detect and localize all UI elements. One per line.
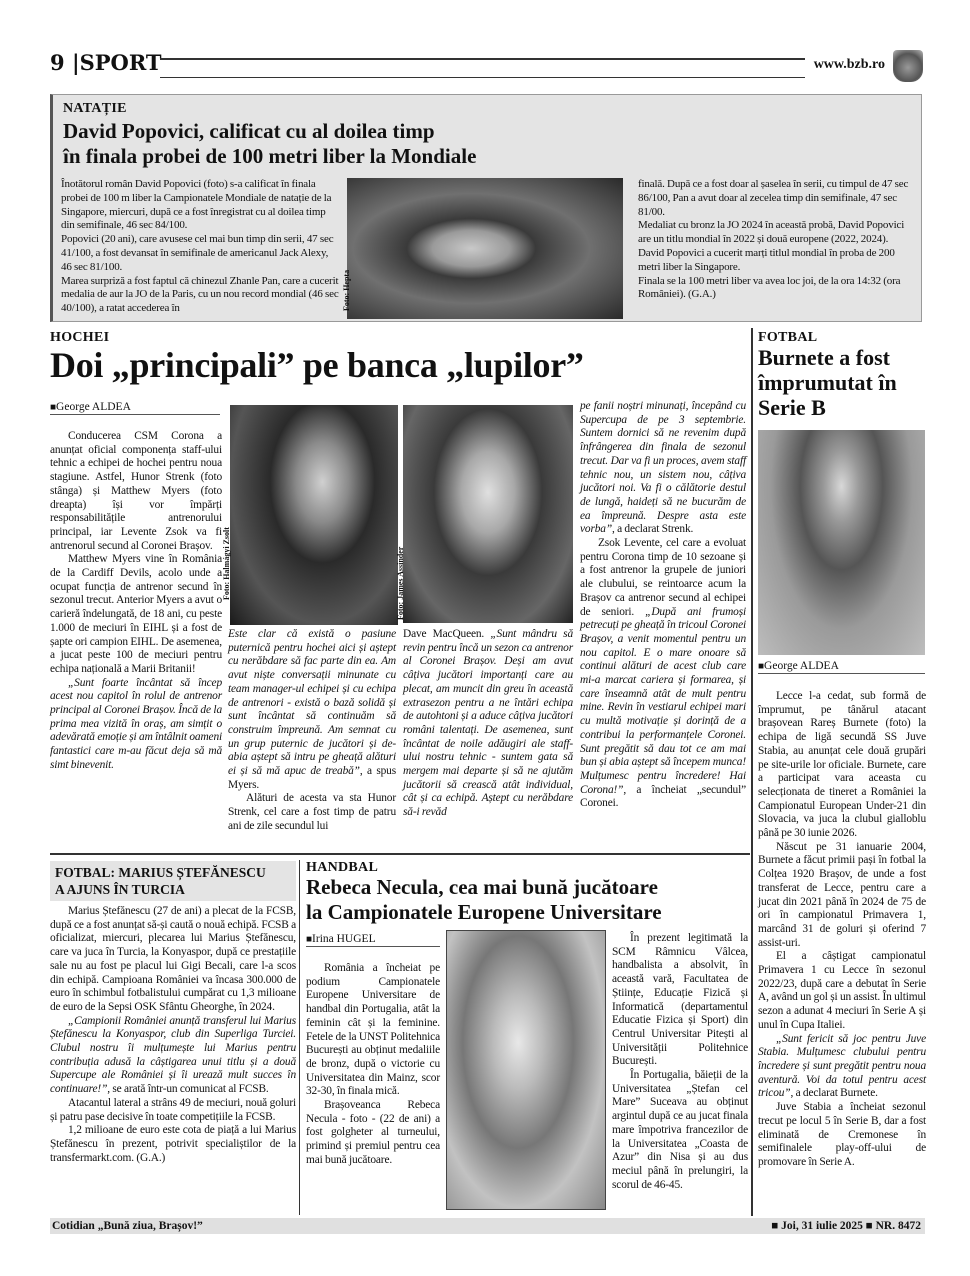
body-text: În Portugalia, băieții de la Universitatea „Ștefan cel Mare” Suceava au obținut argintul după ce au jucat finala mare împotriva francezilor de la Universitatea „Coasta de Azur” din Nisa și au dus meciul până în prelungiri, la scorul de 46-45.	[612, 1069, 748, 1191]
paragraph	[612, 932, 748, 1069]
stefanescu-body	[50, 905, 296, 1215]
paragraph	[758, 841, 926, 951]
publication-name: Cotidian „Bună ziua, Brașov!”	[52, 1220, 203, 1232]
paragraph	[403, 628, 573, 820]
paragraph	[228, 792, 396, 833]
photo-hunor-strenk	[230, 405, 398, 625]
body-text: Conducerea CSM Corona a anunțat oficial componența staff-ului tehnic a echipei de hochei pentru noua stagiune. Astfel, Hunor Strenk (foto stânga) și Matthew Myers (foto dreapta) își vor împărți responsabilitățile antrenorului principal, iar Levente Zsok va fi antrenorul secund al Coronei Brașov.	[50, 430, 222, 552]
photo-popovici	[347, 178, 623, 319]
body-text: , se arată într-un comunicat al FCSB.	[107, 1083, 269, 1096]
paragraph	[50, 430, 222, 553]
hochei-title: Doi „principali” pe banca „lupilor”	[50, 345, 584, 385]
paragraph	[50, 677, 222, 773]
section-divider	[50, 853, 750, 855]
paragraph	[228, 628, 396, 792]
paragraph	[758, 1033, 926, 1102]
body-text: Brașoveanca Rebeca Necula - foto - (22 de ani) a fost golgheter al turneului, primind și premiul pentru cea mai bună jucătoare.	[306, 1099, 440, 1166]
paragraph	[758, 950, 926, 1032]
hochei-byline: ■ George ALDEA	[50, 401, 220, 415]
column-divider	[751, 328, 753, 1216]
body-text: Popovici (20 ani), care avusese cel mai bun timp din serii, 47 sec 41/100, a fost devansat în semifinale de americanul Jack Alexy, 46 sec 81/100.	[61, 233, 334, 273]
body-text: , a spus Myers.	[228, 765, 396, 791]
body-text: finală. După ce a fost doar al șaselea în serii, cu timpul de 47 sec 86/100, Pan a avut doar al zecelea timp din semifinale, 47 sec 81/00.	[638, 178, 909, 218]
handbal-column-2	[612, 932, 748, 1215]
body-text: , a declarat Burnete.	[790, 1087, 878, 1100]
website-link[interactable]: www.bzb.ro	[813, 57, 885, 72]
page-number: 9	[50, 50, 65, 75]
body-text: Înotătorul român David Popovici (foto) s-a calificat în finala probei de 100 m liber la Campionatele Mondiale de natație de la Singapore, miercuri, după ce a fost înregistrat cu al doilea timp din semifinale, 46 sec 84/100.	[61, 178, 332, 232]
paragraph	[638, 219, 918, 247]
quote-text: „Campionii României anunță transferul lui Marius Ștefănescu la Konyaspor, club din Superliga Turciei. Clubul nostru îi mulțumește lui Marius pentru contribuția adusă la câștigarea unui titlu și a două Supercupe ale României și îi urează mult succes în continuare!”	[50, 1014, 296, 1096]
body-text: În prezent legitimată la SCM Râmnicu Vâlcea, handbalista a absolvit, în această vară, Facultatea de Științe, Educație Fizică și Informatică (departamentul Educatie Fizica și Sport) din Centrul Universitar Pitești al Universității Politehnice București.	[612, 932, 748, 1068]
paragraph	[61, 233, 339, 274]
body-text: Atacantul lateral a strâns 49 de meciuri, nouă goluri și patru pase decisive în toate competițiile la FCSB.	[50, 1096, 296, 1123]
photo-credit: Foto: Halmágyi Zsolt	[222, 527, 231, 600]
body-text: Dave MacQueen.	[403, 628, 491, 640]
paragraph	[580, 537, 746, 811]
photo-rebeca-necula	[446, 930, 606, 1210]
paragraph	[638, 247, 918, 275]
body-text: Marius Ștefănescu (27 de ani) a plecat de la FCSB, după ce a fost anunțat să-și caută o nouă echipă. FCSB a oficializat, miercuri, plecarea lui Marius Ștefănescu, care va juca în Turcia, la Konyaspor, după ce prestațiile sale nu au fost pe placul lui Gigi Becali, care l-a scos din echipă. Campioana României va încasa 300.000 de euro în schimbul fotbalistului cumpărat cu 1,3 milioane de euro de la Sepsi OSK Sfântu Gheorghe, în 2024.	[50, 905, 296, 1013]
body-text: Marea surpriză a fost faptul că chinezul Zhanle Pan, care a cucerit medalia de aur la JO de la Paris, cu un nou record mondial (46 sec 40/100), a ratat accederea în	[61, 274, 339, 315]
body-text: 1,2 milioane de euro este cota de piață a lui Marius Ștefănescu în prezent, potrivit specialiștilor de la transfermarkt.com. (G.A.)	[50, 1124, 296, 1164]
column-divider	[299, 860, 300, 1215]
body-text: România a încheiat pe podium Campionatele Europene Universitare de handbal din Portugalia, atât la feminin cât și la feminine. Fetele de la UNST Politehnica București au obținut medaliile de bronz, după o victorie cu Universitatea din Mainz, scor 32-30, în finala mică.	[306, 962, 440, 1098]
body-text: Finala se la 100 metri liber va avea loc joi, de la ora 14:32 (ora României). (G.A.)	[638, 274, 901, 301]
article-column	[61, 178, 339, 316]
body-text: Matthew Myers vine în România de la Cardiff Devils, acolo unde a ocupat funcția de antrenor secund în sezonul trecut. Anterior Myers a avut o carieră îndelungată, de 18 ani, cu peste 1.000 de meciuri în EIHL și a fost de șapte ori campion EIHL. De asemenea, a jucat peste 100 de meciuri pentru echipa națională a Marii Britanii!	[50, 553, 222, 675]
paragraph	[612, 1069, 748, 1192]
hochei-kicker: HOCHEI	[50, 330, 110, 345]
issue-number: NR. 8472	[875, 1220, 921, 1232]
paragraph	[306, 1099, 440, 1168]
article-kicker: NATAȚIE	[63, 101, 127, 116]
body-text: Juve Stabia a încheiat sezonul trecut pe locul 5 în Serie B, dar a fost eliminată de Cremonese în semifinalele play-off-ului de promovare în Serie A.	[758, 1101, 926, 1168]
handbal-kicker: HANDBAL	[306, 860, 379, 875]
quote-text: pe fanii noștri minunați, începând cu Supercupa de pe 3 septembrie. Suntem dornici să ne revenim după înfrângerea din finala de sezonul trecut. Dar va fi un proces, avem staff tehnic nou, un sistem nou, câțiva jucători noi. Va fi o călătorie destul de lungă, haideți să ne bucurăm de ea împreună. Despre asta este vorba”	[580, 400, 746, 536]
paragraph	[580, 400, 746, 537]
hochei-column-2	[228, 628, 396, 834]
photo-rares-burnete	[758, 430, 925, 655]
paragraph	[758, 1101, 926, 1170]
burnete-byline: ■ George ALDEA	[758, 660, 925, 674]
paragraph	[50, 1124, 296, 1165]
body-text: , a declarat Strenk.	[612, 523, 694, 536]
burnete-kicker: FOTBAL	[758, 330, 818, 345]
photo-matthew-myers	[403, 405, 573, 623]
burnete-title: Burnete a fost împrumutat în Serie B	[758, 345, 897, 420]
quote-text: Este clar că există o pasiune puternică pentru hochei aici și aștept cu nerăbdare să fac parte din ea. Am avut niște conversații minunate cu team manager-ul echipei și cu echipa de antrenori - există o bază solidă și sunt încântat să continuăm să construim împreună. Am semnat cu un grup puternic de jucători și de-abia aștept să intru pe gheață alături ei și să mă apuc de treabă”	[228, 628, 396, 778]
photo-credit: Foto: Hepta	[342, 269, 351, 311]
body-text: El a câștigat campionatul Primavera 1 cu Lecce în sezonul 2022/23, după care a debutat în Serie A, având un gol și un assist. În ultimul sezon a adunat 4 meciuri în Serie A și unul în Cupa Italiei.	[758, 950, 926, 1031]
paragraph	[638, 275, 918, 303]
paragraph	[61, 275, 339, 316]
body-text: , a încheiat „secundul” Coronei.	[580, 783, 746, 810]
handbal-byline: ■ Irina HUGEL	[306, 933, 440, 947]
paragraph	[50, 905, 296, 1015]
paragraph	[50, 1015, 296, 1097]
quote-text: „După ani frumoși petrecuți pe gheață în tricoul Coronei Brașov, a venit momentul pentru un nou capitol. E o mare onoare să continui alături de acest club care mi-a marcat cariera și formarea, și care înseamnă atât de mult pentru mine. Revin în vestiarul echipei mari cu multă motivație și dorință de a contribui la performanțele Coronei. Sunt pregătit să dau tot ce am mai bun și abia aștept să începem munca! Mulțumesc pentru încredere! Hai Corona!”	[580, 605, 746, 796]
body-text: Alături de acesta va sta Hunor Strenk, cel care a fost timp de patru ani de zile secundul lui	[228, 792, 396, 832]
hochei-column-3	[403, 628, 573, 820]
paragraph	[306, 962, 440, 1099]
burnete-body	[758, 690, 926, 1214]
paragraph	[758, 690, 926, 841]
issue-date: Joi, 31 iulie 2025	[781, 1220, 863, 1232]
paragraph	[50, 1097, 296, 1124]
paragraph	[61, 178, 339, 233]
section-name: SPORT	[79, 50, 162, 75]
hochei-column-4	[580, 400, 746, 811]
quote-text: „Sunt mândru să revin pentru încă un sezon ca antrenor al Coronei Brașov. Deși am avut câțiva jucători importanți care au plecat, am muncit din greu în această extrasezon pentru a ne întări echipa de autohtoni și a aduce câțiva jucători români talentați. De asemenea, sunt încântat de noile adăugiri ale staff-ului nostru tehnic - suntem gata să mergem mai departe și să ne ajutăm jucătorii să crească atât individual, cât și ca echipă. Aștept cu nerăbdare să-i revăd	[403, 628, 573, 819]
body-text: David Popovici a cucerit marți titlul mondial în proba de 200 metri liber la Singapore.	[638, 246, 895, 273]
page-footer: Cotidian „Bună ziua, Brașov!” ■ Joi, 31 iulie 2025 ■ NR. 8472	[50, 1218, 925, 1234]
natatie-article	[50, 94, 922, 322]
page-header: 9 |SPORT www.bzb.ro	[50, 50, 925, 82]
city-crest-logo	[893, 50, 923, 82]
handbal-column-1	[306, 962, 440, 1168]
body-text: Lecce l-a cedat, sub formă de împrumut, pe tânărul atacant brașovean Rareș Burnete (foto) la echipa de ligă secundă SS Juve Stabia, au anunțat cele două grupări pe site-urile lor oficiale. Burnete, care a participat vara aceasta cu selecționata de tineret a României la Campionatul European Under-21 din Slovacia, va juca la clubul gialloblu până pe 30 iunie 2026.	[758, 690, 926, 840]
paragraph	[638, 178, 918, 219]
quote-text: „Sunt foarte încântat să încep acest nou capitol în rolul de antrenor principal al Coronei Brașov. Încă de la prima mea vizită în oraș, am simțit o adevărată emoție și am întâlnit oameni fantastici care m-au făcut deja să mă simt binevenit.	[50, 676, 222, 771]
article-column	[638, 178, 918, 302]
body-text: Zsok Levente, cel care a evoluat pentru Corona timp de 10 sezoane și a fost antrenor la grupele de juniori ale clubului, se reintoarce acum la Brașov ca antrenor secund al echipei de seniori.	[580, 537, 746, 618]
hochei-column-1	[50, 430, 222, 773]
body-text: Născut pe 31 ianuarie 2004, Burnete a făcut primii pași în fotbal la Colțea 1920 Brașov, de unde a fost transferat de Lecce, pentru care a jucat din 2021 până în 2024 de 75 de ori în campionatul Primavera 1, marcând 31 de goluri și oferind 7 assist-uri.	[758, 840, 926, 949]
body-text: Medaliat cu bronz la JO 2024 în această probă, David Popovici are un titlu mondial în 2022 și două europene (2022, 2024).	[638, 219, 905, 246]
quote-text: „Sunt fericit să joc pentru Juve Stabia. Mulțumesc clubului pentru încredere și sunt pregătit pentru noua aventură. Voi da totul pentru acest tricou”	[758, 1032, 926, 1100]
stefanescu-title: FOTBAL: MARIUS ȘTEFĂNESCU A AJUNS ÎN TURCIA	[50, 861, 296, 901]
handbal-title: Rebeca Necula, cea mai bună jucătoare la Campionatele Europene Universitare	[306, 875, 662, 924]
paragraph	[50, 553, 222, 676]
photo-credit: Foto: James Assinder	[396, 546, 405, 620]
article-title: David Popovici, calificat cu al doilea timp în finala probei de 100 metri liber la Mondiale	[63, 119, 477, 168]
